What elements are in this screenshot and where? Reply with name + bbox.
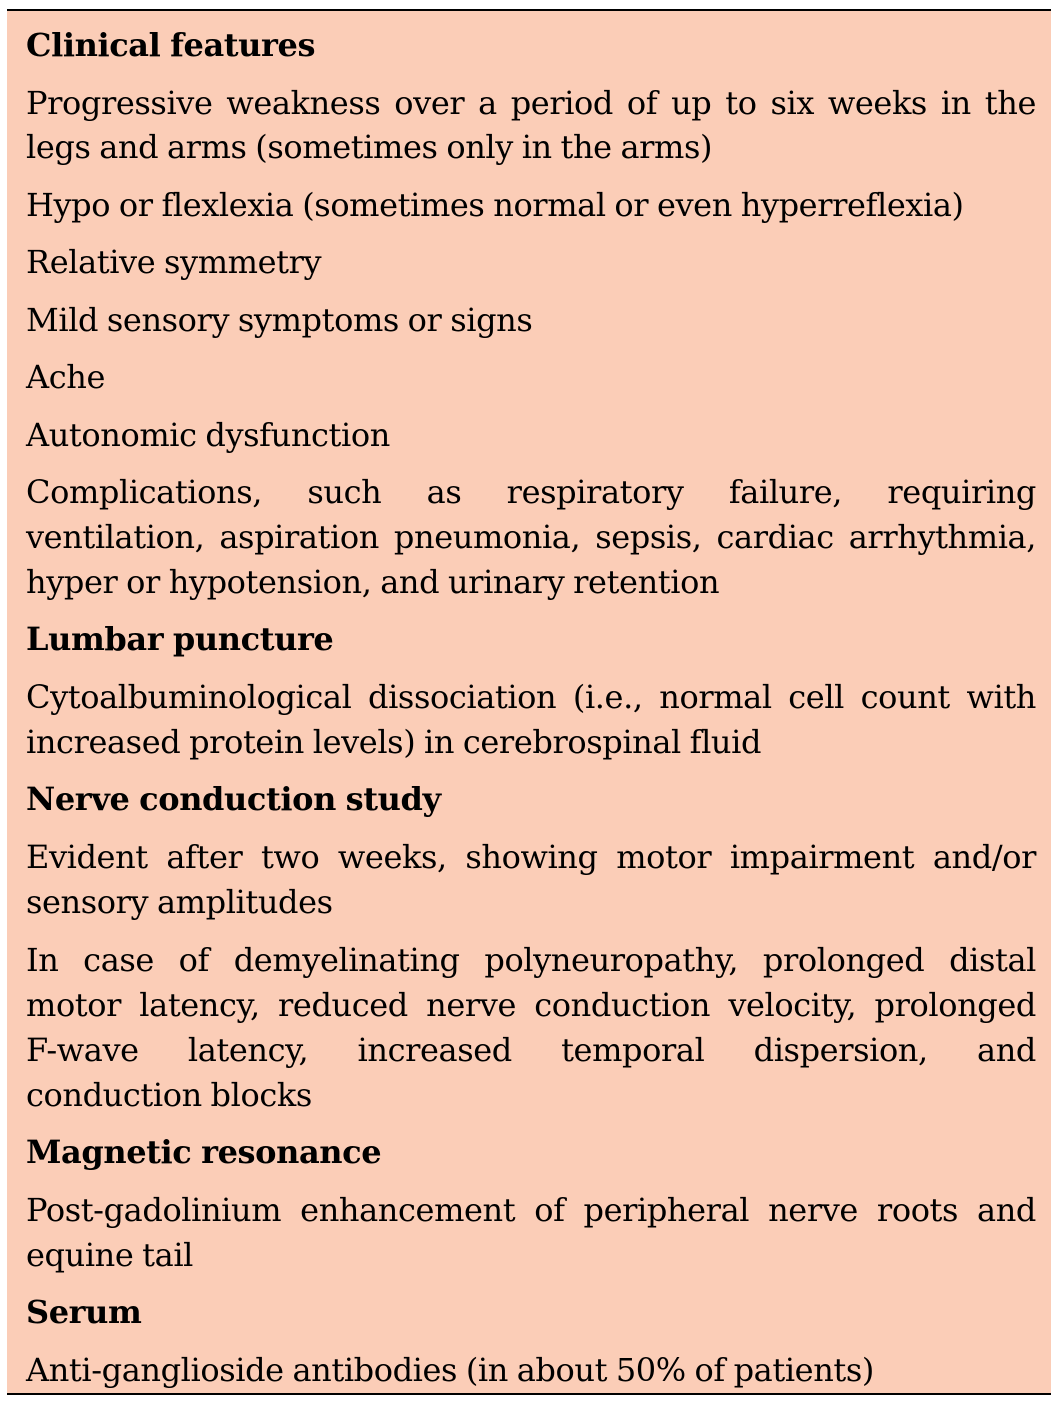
section-heading-nerve-conduction-study: Nerve conduction study xyxy=(26,780,441,818)
table-line: sensory amplitudes xyxy=(26,883,333,921)
section-heading-serum: Serum xyxy=(26,1293,142,1331)
table-line: Progressive weakness over a period of up to six weeks in the xyxy=(26,84,1036,122)
table-line: Autonomic dysfunction xyxy=(26,416,390,454)
table-line: Post-gadolinium enhancement of peripheral nerve roots and xyxy=(26,1191,1036,1229)
table-line: F-wave latency, increased temporal dispersion, and xyxy=(26,1031,1036,1069)
table-line: conduction blocks xyxy=(26,1076,312,1114)
table-line: Evident after two weeks, showing motor impairment and/or xyxy=(26,838,1036,876)
section-heading-lumbar-puncture: Lumbar puncture xyxy=(26,620,334,658)
table-line: legs and arms (sometimes only in the arms) xyxy=(26,128,713,166)
table-line: Complications, such as respiratory failure, requiring xyxy=(26,473,1036,511)
table-line: motor latency, reduced nerve conduction velocity, prolonged xyxy=(26,986,1036,1024)
table-line: increased protein levels) in cerebrospinal fluid xyxy=(26,723,762,761)
table-line: Ache xyxy=(26,358,105,396)
table-line: ventilation, aspiration pneumonia, sepsis, cardiac arrhythmia, xyxy=(26,518,1036,556)
table-line: Hypo or flexlexia (sometimes normal or even hyperreflexia) xyxy=(26,186,964,224)
table-line: In case of demyelinating polyneuropathy, prolonged distal xyxy=(26,941,1036,979)
table-line: Mild sensory symptoms or signs xyxy=(26,301,533,339)
table-line: Cytoalbuminological dissociation (i.e., normal cell count with xyxy=(26,678,1036,716)
table-line: equine tail xyxy=(26,1236,193,1274)
table-line: hyper or hypotension, and urinary retention xyxy=(26,563,720,601)
section-heading-magnetic-resonance: Magnetic resonance xyxy=(26,1133,382,1171)
section-heading-clinical-features: Clinical features xyxy=(26,26,316,64)
table-line: Relative symmetry xyxy=(26,243,322,281)
table-line: Anti-ganglioside antibodies (in about 50% of patients) xyxy=(26,1351,874,1389)
criteria-table xyxy=(7,9,1051,1395)
